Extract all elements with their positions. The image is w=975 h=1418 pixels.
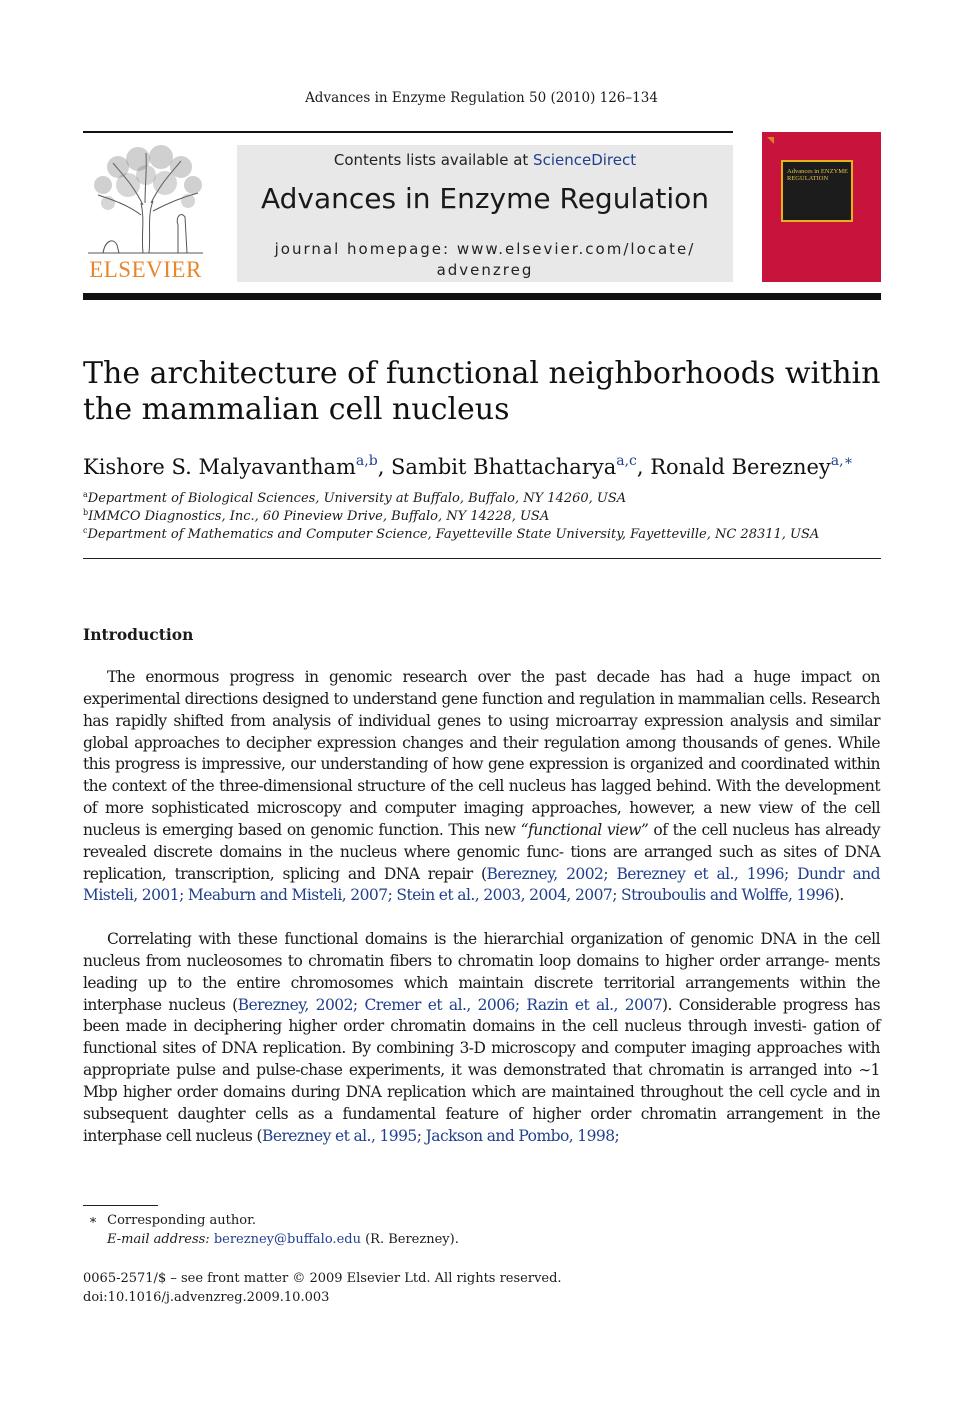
journal-homepage[interactable] <box>255 239 715 281</box>
text-line: genes. While this progress is impressive, our understanding of how gene expression is organized and <box>83 733 881 774</box>
author-affiliation-mark[interactable]: a,b <box>355 453 378 469</box>
affiliation-rule <box>83 558 881 559</box>
text-line: however, a new view of the cell nucleus is emerging based on genomic function. This new <box>83 799 880 839</box>
citation-link[interactable]: 2002 <box>566 864 604 883</box>
affiliation-text: IMMCO Diagnostics, Inc., 60 Pineview Drive, Buffalo, NY 14228, USA <box>88 509 550 524</box>
paragraph-1 <box>83 667 880 907</box>
footnote-rule <box>83 1205 158 1206</box>
citation-separator: ; <box>352 995 365 1014</box>
author-name: Kishore S. Malyavantham <box>83 455 356 479</box>
citation-link[interactable]: Jackson and Pombo, 1998 <box>425 1126 615 1145</box>
homepage-line-2: advenzreg <box>436 261 534 279</box>
text-line: ments leading up to the entire chromosomes which maintain discrete territorial arrangements within <box>83 951 880 992</box>
text-line: the interphase nucleus ( <box>83 973 881 1014</box>
citation-link[interactable]: Berezney et al., 1995 <box>261 1126 417 1145</box>
footnote-mark: ∗ <box>88 1213 98 1228</box>
citation-link[interactable]: Dundr and Misteli, 2001 <box>83 864 880 905</box>
text-line: gation of functional sites of DNA replication. By combining 3-D microscopy and computer imaging <box>83 1017 881 1058</box>
paragraph-2 <box>83 929 880 1147</box>
contents-line <box>237 151 733 169</box>
author-name: Sambit Bhattacharya <box>391 455 617 479</box>
journal-banner <box>237 145 733 282</box>
copyright-line: 0065-2571/$ – see front matter © 2009 Elsevier Ltd. All rights reserved. <box>83 1271 562 1286</box>
citation-link[interactable]: Cremer et al., 2006 <box>364 995 515 1014</box>
text-line: of the cell nucleus has already revealed discrete domains in the nucleus where genomic func- <box>83 820 880 861</box>
citation-link[interactable]: Strouboulis and Wolffe, 1996 <box>621 886 834 905</box>
text-line: throughout the cell cycle and in subsequent daughter cells as a fundamental feature of higher order <box>83 1082 880 1123</box>
citation-link[interactable]: Meaburn and Misteli, 2007 <box>187 886 388 905</box>
sciencedirect-link[interactable]: ScienceDirect <box>533 151 637 169</box>
header-rule-thick <box>83 293 881 300</box>
text-line: chromatin arrangement in the interphase cell nucleus ( <box>83 1104 880 1145</box>
emphasis: “functional <box>520 820 602 839</box>
citation-separator: ; <box>416 1126 426 1145</box>
email-suffix: (R. Berezney). <box>360 1232 459 1247</box>
citation-separator: ; <box>783 864 798 883</box>
citation-link[interactable]: Berezney, 2002 <box>237 995 353 1014</box>
contents-prefix: Contents lists available at <box>333 151 534 169</box>
citation-link[interactable]: 2004, 2007 <box>529 886 613 905</box>
citation-link[interactable]: Berezney et al., 1996 <box>616 864 784 883</box>
affiliation-text: Department of Mathematics and Computer Science, Fayetteville State University, Fayetteville, NC 28311, USA <box>87 527 820 542</box>
elsevier-tree-icon <box>83 145 208 257</box>
author-affiliation-mark[interactable]: a,∗ <box>830 453 854 469</box>
citation-separator: ; <box>514 995 527 1014</box>
text-line: Correlating with these functional domains is the hierarchial organization of genomic DNA in the cell <box>107 930 880 948</box>
text-line: has been made in deciphering higher order chromatin domains in the cell nucleus through investi- <box>83 995 880 1036</box>
article-title-line-1: The architecture of functional neighborhoods within <box>83 356 881 391</box>
affiliation-mark: b <box>83 508 89 517</box>
text-line: experimental directions designed to understand gene function and regulation in mammalian cells. <box>83 689 807 708</box>
text-line: approaches with appropriate pulse and pulse-chase experiments, it was demonstrated that chromatin <box>83 1039 880 1080</box>
footnote <box>83 1211 783 1249</box>
citation-link[interactable]: Razin et al., 2007 <box>526 995 663 1014</box>
homepage-line-1: journal homepage: www.elsevier.com/locate/ <box>274 240 696 258</box>
cover-title-text: Advances in ENZYME REGULATION <box>787 168 849 182</box>
citation-separator: ; <box>614 1126 620 1145</box>
author-list <box>83 446 903 482</box>
citation-separator: ; <box>603 864 617 883</box>
citation-separator: ; <box>612 886 622 905</box>
text-line: ). <box>833 886 844 905</box>
header-rule-top <box>83 131 733 133</box>
citation-separator: ; <box>179 886 188 905</box>
citation-separator: ; <box>387 886 397 905</box>
affiliation <box>83 522 903 544</box>
text-line: tions are arranged such as sites of DNA replication, transcription, splicing and DNA repair ( <box>83 842 880 883</box>
text-line: ). Considerable progress <box>662 995 848 1014</box>
email-link[interactable]: berezney@buffalo.edu <box>213 1232 361 1247</box>
article-title <box>83 356 883 428</box>
text-line: and similar global approaches to decipher expression changes and their regulation among thousands of <box>83 711 880 752</box>
emphasis: view” <box>606 820 649 839</box>
cover-title-box <box>781 160 853 222</box>
email-label: E-mail address: <box>107 1232 214 1247</box>
text-line: nucleus from nucleosomes to chromatin fibers to chromatin loop domains to higher order arrange- <box>83 951 829 970</box>
affiliation-mark: a <box>83 490 88 499</box>
text-line: behind. With the development of more sophisticated microscopy and computer imaging approaches, <box>83 777 881 818</box>
footnote-text: Corresponding author. <box>103 1213 256 1228</box>
doi-link[interactable]: doi:10.1016/j.advenzreg.2009.10.003 <box>83 1290 330 1305</box>
author-separator: , <box>377 455 392 479</box>
article-title-line-2: the mammalian cell nucleus <box>83 392 510 427</box>
citation-link[interactable]: Berezney, <box>486 864 558 883</box>
running-head: Advances in Enzyme Regulation 50 (2010) 126–134 <box>305 90 658 106</box>
text-line: The enormous progress in genomic research over the past decade has had a huge impact on <box>107 668 880 686</box>
elsevier-logo[interactable] <box>83 145 208 285</box>
text-line: coordinated within the context of the three-dimensional structure of the cell nucleus has lagged <box>83 755 880 796</box>
author-name: Ronald Berezney <box>650 455 831 479</box>
copyright-block <box>83 1269 783 1307</box>
citation-link[interactable]: Stein et al., 2003, <box>396 886 525 905</box>
affiliation-text: Department of Biological Sciences, University at Buffalo, Buffalo, NY 14260, USA <box>87 491 627 506</box>
author-separator: , <box>636 455 651 479</box>
section-heading: Introduction <box>83 625 194 644</box>
text-line: Research has rapidly shifted from analysis of individual genes to using microarray expression analysis <box>83 689 880 730</box>
affiliation-mark: c <box>83 526 88 535</box>
journal-cover[interactable] <box>762 132 881 282</box>
cover-emblem-icon <box>766 136 775 145</box>
author-affiliation-mark[interactable]: a,c <box>616 453 637 469</box>
journal-title: Advances in Enzyme Regulation <box>260 182 710 215</box>
elsevier-wordmark: ELSEVIER <box>89 257 202 282</box>
text-line: is arranged into ∼1 Mbp higher order domains during DNA replication which are maintained <box>83 1061 880 1101</box>
